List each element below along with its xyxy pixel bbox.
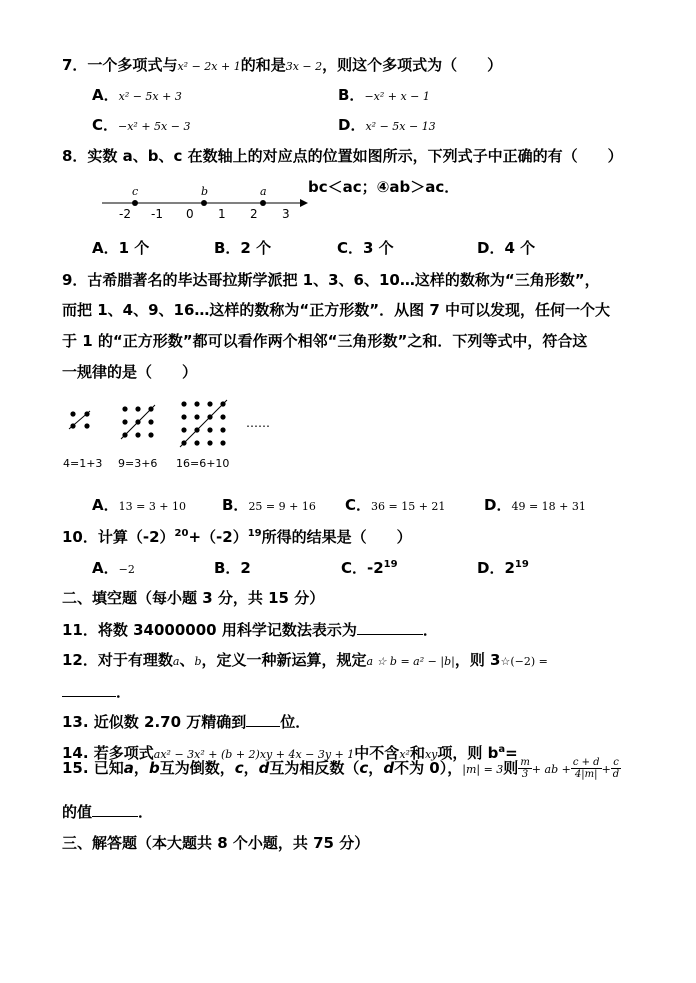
question-15-line-2: 的值 ． xyxy=(62,803,154,821)
q9-option-a: A．13 = 3 + 10 xyxy=(92,496,187,514)
tick-label: 2 xyxy=(250,207,258,221)
tick-label: 0 xyxy=(186,207,194,221)
question-8-stem: 8．实数 a、b、c 在数轴上的对应点的位置如图所示，下列式子中正确的有（ ） xyxy=(62,147,623,165)
point-c xyxy=(132,200,138,206)
tick-label: -1 xyxy=(151,207,163,221)
question-9-line-1: 9．古希腊著名的毕达哥拉斯学派把 1、3、6、10…这样的数称为“三角形数”， xyxy=(62,271,600,289)
point-b xyxy=(201,200,207,206)
label-a: a xyxy=(260,185,267,198)
q8-option-d: D．4 个 xyxy=(477,239,536,257)
q7-option-c: C．−x² + 5x − 3 xyxy=(92,116,191,134)
question-9-line-4: 一规律的是（ ） xyxy=(62,363,198,381)
tick-label: -2 xyxy=(119,207,131,221)
section-3-heading: 三、解答题（本大题共 8 个小题，共 75 分） xyxy=(62,834,370,852)
q9-option-b: B．25 = 9 + 16 xyxy=(222,496,316,514)
dots-4x4 xyxy=(180,400,227,447)
question-15: 15. 已知a，b互为倒数，c，d互为相反数（c，d不为 0），|m| = 3则 $\frac{m}{3}$ + ab + $\frac{c + d}{4|m|}$ + $\frac{c}{d}$ xyxy=(62,757,620,780)
question-11: 11．将数 34000000 用科学记数法表示为 ． xyxy=(62,621,438,639)
question-12-line-2: ． xyxy=(62,682,131,702)
answer-blank xyxy=(357,620,423,635)
q9-option-d: D．49 = 18 + 31 xyxy=(484,496,586,514)
figure-caption-1: 4=1+3 xyxy=(63,457,103,470)
square-number-figure xyxy=(60,398,290,478)
figure-ellipsis: …… xyxy=(246,416,270,430)
q10-option-a: A．−2 xyxy=(92,559,135,577)
q10-option-d: D．$2^{19}$ xyxy=(477,559,529,577)
q7-option-a: A．x² − 5x + 3 xyxy=(92,86,182,104)
label-c: c xyxy=(132,185,139,198)
question-10-stem: 10．计算$(-2)^{20}+(-2)^{19}$所得的结果是（ ） xyxy=(62,528,412,546)
q7-option-b: B．−x² + x − 1 xyxy=(338,86,430,104)
q10-option-b: B．2 xyxy=(214,559,251,577)
question-9-line-2: 而把 1、4、9、16…这样的数称为“正方形数”．从图 7 中可以发现，任何一个大 xyxy=(62,301,611,319)
figure-caption-3: 16=6+10 xyxy=(176,457,230,470)
fraction-c-over-d: $\frac{c}{d}$ xyxy=(612,757,620,780)
q8-option-c: C．3 个 xyxy=(337,239,394,257)
question-13: 13. 近似数 2.70 万精确到 位． xyxy=(62,713,311,731)
q9-option-c: C．36 = 15 + 21 xyxy=(345,496,446,514)
q10-option-c: C．$-2^{19}$ xyxy=(341,559,398,577)
answer-blank xyxy=(62,682,116,697)
dots-3x3 xyxy=(121,405,155,439)
answer-blank xyxy=(246,712,280,727)
fraction-cd-over-4m: $\frac{c + d}{4|m|}$ xyxy=(572,757,600,780)
label-b: b xyxy=(201,185,209,198)
figure-caption-2: 9=3+6 xyxy=(118,457,158,470)
q8-option-b: B．2 个 xyxy=(214,239,272,257)
question-12-line-1: 12．对于有理数a、b，定义一种新运算，规定a ☆ b = a² − |b|，则 3☆(−2) = xyxy=(62,651,548,669)
section-2-heading: 二、填空题（每小题 3 分，共 15 分） xyxy=(62,589,325,607)
q8-option-a: A．1 个 xyxy=(92,239,150,257)
point-a xyxy=(260,200,266,206)
fraction-m-over-3: $\frac{m}{3}$ xyxy=(520,757,530,780)
q7-option-d: D．x² − 5x − 13 xyxy=(338,116,436,134)
answer-blank xyxy=(92,802,138,817)
tick-label: 1 xyxy=(218,207,226,221)
question-9-line-3: 于 1 的“正方形数”都可以看作两个相邻“三角形数”之和．下列等式中，符合这 xyxy=(62,332,588,350)
tick-label: 3 xyxy=(282,207,290,221)
number-line-arrow xyxy=(300,199,308,207)
number-line-figure xyxy=(96,178,311,224)
dots-2x2 xyxy=(69,411,90,429)
question-14: 14. 若多项式ax² − 3x² + (b + 2)xy + 4x − 3y + 1中不含x²和xy项，则 $b^a=$ xyxy=(62,744,518,762)
question-7-stem: 7．一个多项式与x² − 2x + 1的和是3x − 2，则这个多项式为（ ） xyxy=(62,56,503,74)
q8-statements-visible: bc＜ac；④ab＞ac． xyxy=(308,178,460,196)
